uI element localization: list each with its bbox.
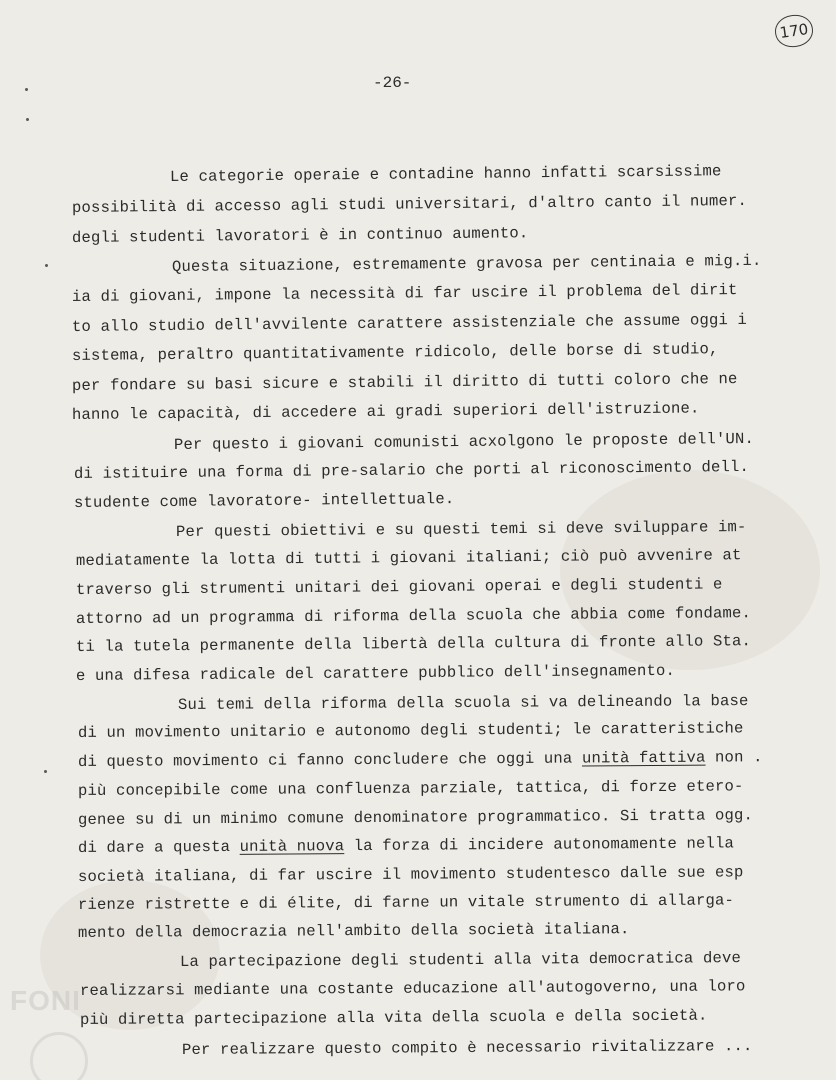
text-line: to allo studio dell'avvilente carattere assistenziale che assume oggi i: [71, 310, 748, 336]
punch-mark: [44, 770, 47, 773]
text-line: studente come lavoratore- intellettuale.: [73, 490, 455, 512]
punch-mark: [26, 118, 29, 121]
text-line: realizzarsi mediante una costante educazione all'autogoverno, una loro: [79, 977, 746, 1000]
text-line: rienze ristrette e di élite, di farne un vitale strumento di allarga-: [77, 891, 735, 914]
text-line: più diretta partecipazione alla vita della scuola e della società.: [79, 1006, 708, 1029]
text-line: Per questo i giovani comunisti acxolgono le proposte dell'UN.: [173, 429, 755, 454]
text-line: possibilità di accesso agli studi universitari, d'altro canto il numer.: [71, 191, 748, 217]
text-line: traverso gli strumenti unitari dei giovani operai e degli studenti e: [75, 575, 723, 599]
text-line: La partecipazione degli studenti alla vita democratica deve: [179, 949, 742, 971]
text-line: [78, 834, 734, 857]
text-segment: di questo movimento ci fanno concludere che oggi una: [77, 749, 573, 771]
text-line: più concepibile come una confluenza parziale, tattica, di forze etero-: [77, 777, 744, 800]
text-segment: di dare a questa: [77, 837, 231, 857]
text-line: mediatamente la lotta di tutti i giovani italiani; ciò può avvenire at: [75, 546, 742, 570]
text-line: e una difesa radicale del carattere pubblico dell'insegnamento.: [75, 661, 676, 685]
punch-mark: [45, 264, 48, 267]
text-line: Le categorie operaie e contadine hanno infatti scarsissime: [169, 162, 722, 186]
archive-page-number-stamp: 170: [773, 13, 815, 50]
text-segment: la forza di incidere autonomamente nella: [344, 834, 735, 856]
text-line: genee su di un minimo comune denominatore programmatico. Si tratta ogg.: [77, 806, 754, 829]
text-line: società italiana, di far uscire il movimento studentesco dalle sue esp: [77, 863, 744, 886]
text-line: di un movimento unitario e autonomo degli studenti; le caratteristiche: [77, 719, 744, 742]
text-line: Questa situazione, estremamente gravosa per centinaia e mig.i.: [171, 251, 762, 276]
text-line: ia di giovani, impone la necessità di far uscire il problema del dirit: [71, 281, 738, 306]
punch-mark: [25, 88, 28, 91]
text-line: per fondare su basi sicure e stabili il diritto di tutti coloro che ne: [71, 370, 738, 395]
underlined-phrase: unità nuova: [239, 837, 345, 856]
text-line: sistema, peraltro quantitativamente ridicolo, delle borse di studio,: [71, 340, 719, 365]
text-line: hanno le capacità, di accedere ai gradi superiori dell'istruzione.: [71, 399, 700, 424]
archive-watermark: FONI: [10, 985, 81, 1016]
text-line: mento della democrazia nell'ambito della società italiana.: [77, 920, 630, 942]
text-line: di istituire una forma di pre-salario che porti al riconoscimento dell.: [73, 457, 750, 483]
text-line: Per questi obiettivi e su questi temi si deve sviluppare im-: [175, 518, 747, 541]
text-line: [78, 748, 763, 771]
underlined-phrase: unità fattiva: [581, 748, 706, 768]
text-line: Per realizzare questo compito è necessario rivitalizzare ...: [181, 1037, 753, 1059]
page-number: -26-: [373, 74, 412, 92]
text-line: Sui temi della riforma della scuola si va delineando la base: [177, 692, 749, 714]
text-line: ti la tutela permanente della libertà della cultura di fronte allo Sta.: [75, 632, 752, 656]
text-line: degli studenti lavoratori è in continuo aumento.: [71, 224, 529, 247]
text-line: attorno ad un programma di riforma della scuola che abbia come fondame.: [75, 604, 752, 628]
text-segment: non .: [705, 748, 763, 767]
archive-watermark-logo: [30, 1032, 88, 1080]
